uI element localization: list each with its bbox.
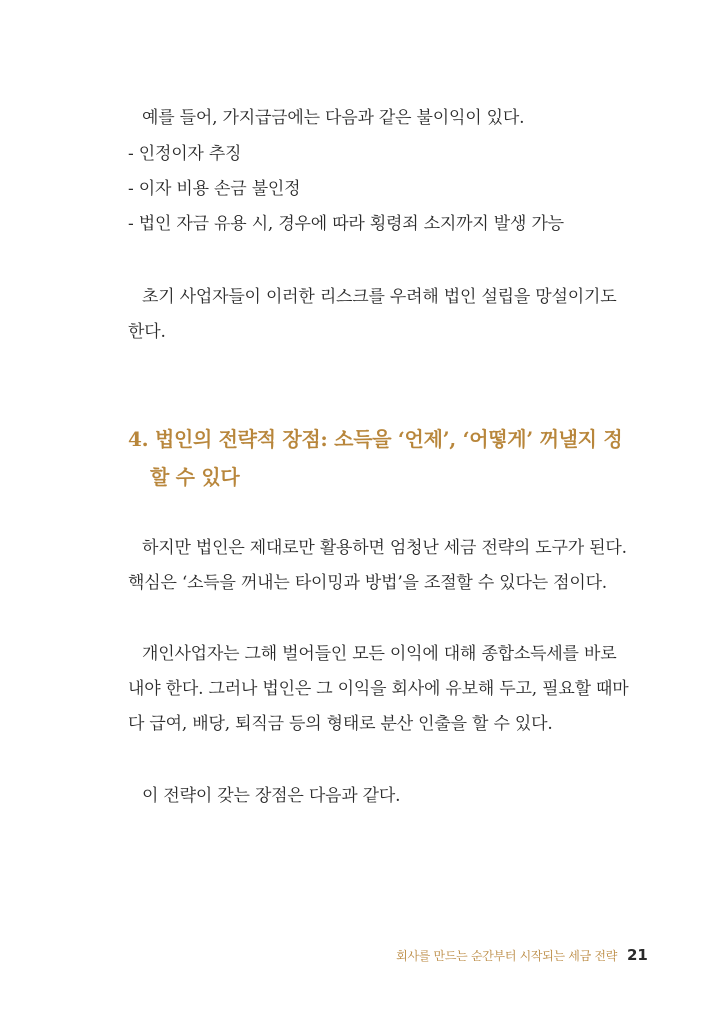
paragraph-line: 개인사업자는 그해 벌어들인 모든 이익에 대해 종합소득세를 바로 [142, 644, 617, 664]
section-heading: 4. 법인의 전략적 장점: 소득을 ‘언제’, ‘어떻게’ 꺼낼지 정 [128, 427, 623, 451]
running-title: 회사를 만드는 순간부터 시작되는 세금 전략 [396, 949, 617, 963]
page-number: 21 [627, 946, 648, 964]
list-item: - 법인 자금 유용 시, 경우에 따라 횡령죄 소지까지 발생 가능 [128, 214, 564, 234]
paragraph-line: 다 급여, 배당, 퇴직금 등의 형태로 분산 인출을 할 수 있다. [128, 714, 553, 734]
list-item: - 인정이자 추징 [128, 144, 242, 164]
section-heading-continued: 할 수 있다 [150, 465, 240, 489]
paragraph-closing: 이 전략이 갖는 장점은 다음과 같다. [142, 786, 401, 806]
paragraph-line: 핵심은 ‘소득을 꺼내는 타이밍과 방법’을 조절할 수 있다는 점이다. [128, 573, 608, 593]
paragraph-intro: 예를 들어, 가지급금에는 다음과 같은 불이익이 있다. [142, 108, 525, 128]
paragraph-line: 한다. [128, 322, 166, 342]
list-item: - 이자 비용 손금 불인정 [128, 179, 301, 199]
paragraph-line: 내야 한다. 그러나 법인은 그 이익을 회사에 유보해 두고, 필요할 때마 [128, 679, 629, 699]
paragraph-line: 하지만 법인은 제대로만 활용하면 엄청난 세금 전략의 도구가 된다. [142, 538, 627, 558]
paragraph-line: 초기 사업자들이 이러한 리스크를 우려해 법인 설립을 망설이기도 [142, 287, 617, 307]
